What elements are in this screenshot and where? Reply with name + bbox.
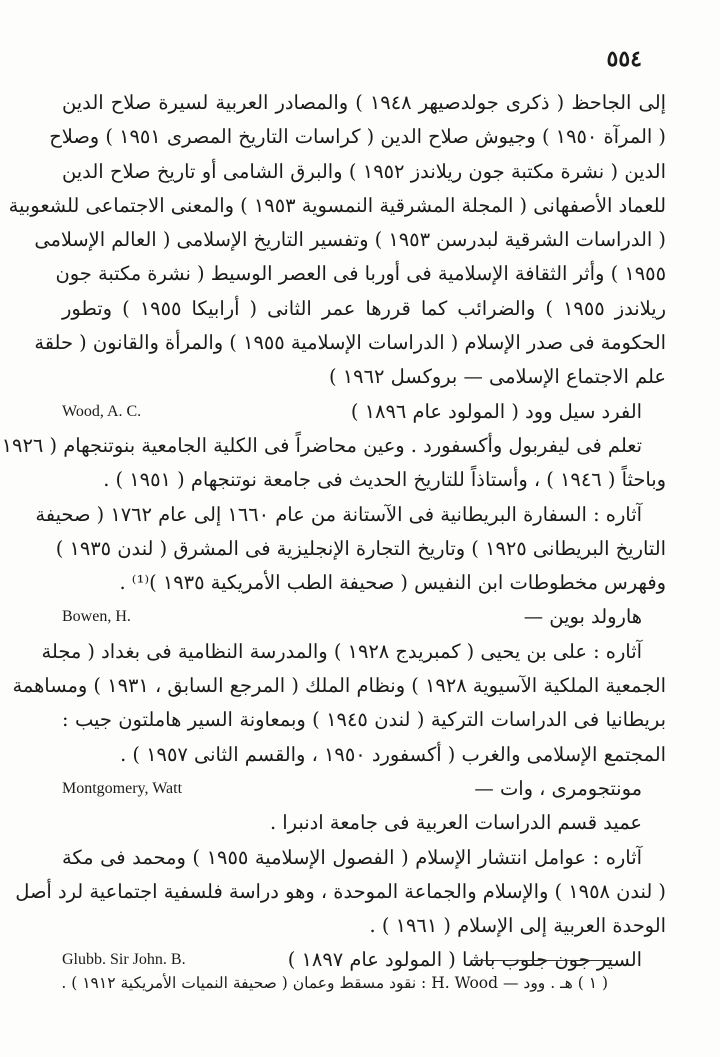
text-line: علم الاجتماع الإسلامى — بروكسل ١٩٦٢ ) <box>329 365 666 389</box>
entry-name-arabic: الفرد سيل وود ( المولود عام ١٨٩٦ ) <box>350 399 642 423</box>
text-line: التاريخ البريطانى ١٩٢٥ ) وتاريخ التجارة الإنجليزية فى المشرق ( لندن ١٩٣٥ ) <box>55 536 666 560</box>
footnote-divider <box>472 960 612 961</box>
text-line: آثاره : السفارة البريطانية فى الآستانة من عام ١٦٦٠ إلى عام ١٧٦٢ ( صحيفة <box>35 502 642 526</box>
entry-name-arabic: السير جون جلوب باشا ( المولود عام ١٨٩٧ ) <box>287 948 642 972</box>
text-line: آثاره : على بن يحيى ( كمبريدج ١٩٢٨ ) والمدرسة النظامية فى بغداد ( مجلة <box>41 639 642 663</box>
text-line: وفهرس مخطوطات ابن النفيس ( صحيفة الطب الأمريكية ١٩٣٥ )⁽¹⁾ . <box>119 571 666 595</box>
text-line: تعلم فى ليفربول وأكسفورد . وعين محاضراً فى الكلية الجامعية بنوتنجهام ( ١٩٢٦ <box>1 433 642 457</box>
text-line: الجمعية الملكية الآسيوية ١٩٢٨ ) ونظام الملك ( المرجع السابق ، ١٩٣١ ) ومساهمة <box>12 674 666 698</box>
text-line: ١٩٥٥ ) وأثر الثقافة الإسلامية فى أوربا فى العصر الوسيط ( نشرة مكتبة جون <box>55 262 666 286</box>
text-line: عميد قسم الدراسات العربية فى جامعة ادنبرا . <box>269 811 642 835</box>
entry-heading-bowen <box>62 600 666 634</box>
entry-name-latin: Wood, A. C. <box>62 402 142 420</box>
text-line: الوحدة العربية إلى الإسلام ( ١٩٦١ ) . <box>369 914 666 938</box>
entry-name-latin: Glubb. Sir John. B. <box>62 951 186 969</box>
text-line: ريلاندز ١٩٥٥ ) والضرائب كما قررها عمر الثانى ( أرابيكا ١٩٥٥ ) وتطور <box>62 296 666 320</box>
entry-name-latin: Bowen, H. <box>62 608 131 626</box>
entry-name-arabic: مونتجومرى ، وات — <box>474 776 642 800</box>
entry-heading-wood <box>62 395 666 429</box>
text-line: الحكومة فى صدر الإسلام ( الدراسات الإسلامية ١٩٥٥ ) والمرأة والقانون ( حلقة <box>34 331 666 355</box>
text-line: ( لندن ١٩٥٨ ) والإسلام والجماعة الموحدة ، وهو دراسة فلسفية اجتماعية لرد أصل <box>15 879 666 903</box>
text-line: وباحثاً ( ١٩٤٦ ) ، وأستاذاً للتاريخ الحديث فى جامعة نوتنجهام ( ١٩٥١ ) . <box>103 468 666 492</box>
text-line: للعماد الأصفهانى ( المجلة المشرقية النمسوية ١٩٥٣ ) والمعنى الاجتماعى للشعوبية <box>8 193 666 217</box>
page-body <box>1 86 666 978</box>
text-line: إلى الجاحظ ( ذكرى جولدصيهر ١٩٤٨ ) والمصادر العربية لسيرة صلاح الدين <box>62 91 666 114</box>
entry-heading-watt <box>62 772 666 806</box>
text-line: ( الدراسات الشرقية لبدرسن ١٩٥٣ ) وتفسير التاريخ الإسلامى ( العالم الإسلامى <box>34 228 666 252</box>
text-line: بريطانيا فى الدراسات التركية ( لندن ١٩٤٥ ) وبمعاونة السير هاملتون جيب : <box>62 708 666 732</box>
text-line: الدين ( نشرة مكتبة جون ريلاندز ١٩٥٢ ) والبرق الشامى أو تاريخ صلاح الدين <box>62 159 666 183</box>
text-line: ( المرآة ١٩٥٠ ) وجيوش صلاح الدين ( كراسات التاريخ المصرى ١٩٥١ ) وصلاح <box>49 125 666 149</box>
page-number: ٥٥٤ <box>606 46 642 72</box>
text-line: المجتمع الإسلامى والغرب ( أكسفورد ١٩٥٠ ، والقسم الثانى ١٩٥٧ ) . <box>120 742 666 766</box>
entry-name-latin: Montgomery, Watt <box>62 779 183 797</box>
text-line: آثاره : عوامل انتشار الإسلام ( الفصول الإسلامية ١٩٥٥ ) ومحمد فى مكة <box>62 845 642 869</box>
entry-name-arabic: هارولد بوين — <box>523 605 642 629</box>
footnote: ( ١ ) هـ . وود — H. Wood : نقود مسقط وعمان ( صحيفة النميات الأمريكية ١٩١٢ ) . <box>61 974 608 992</box>
